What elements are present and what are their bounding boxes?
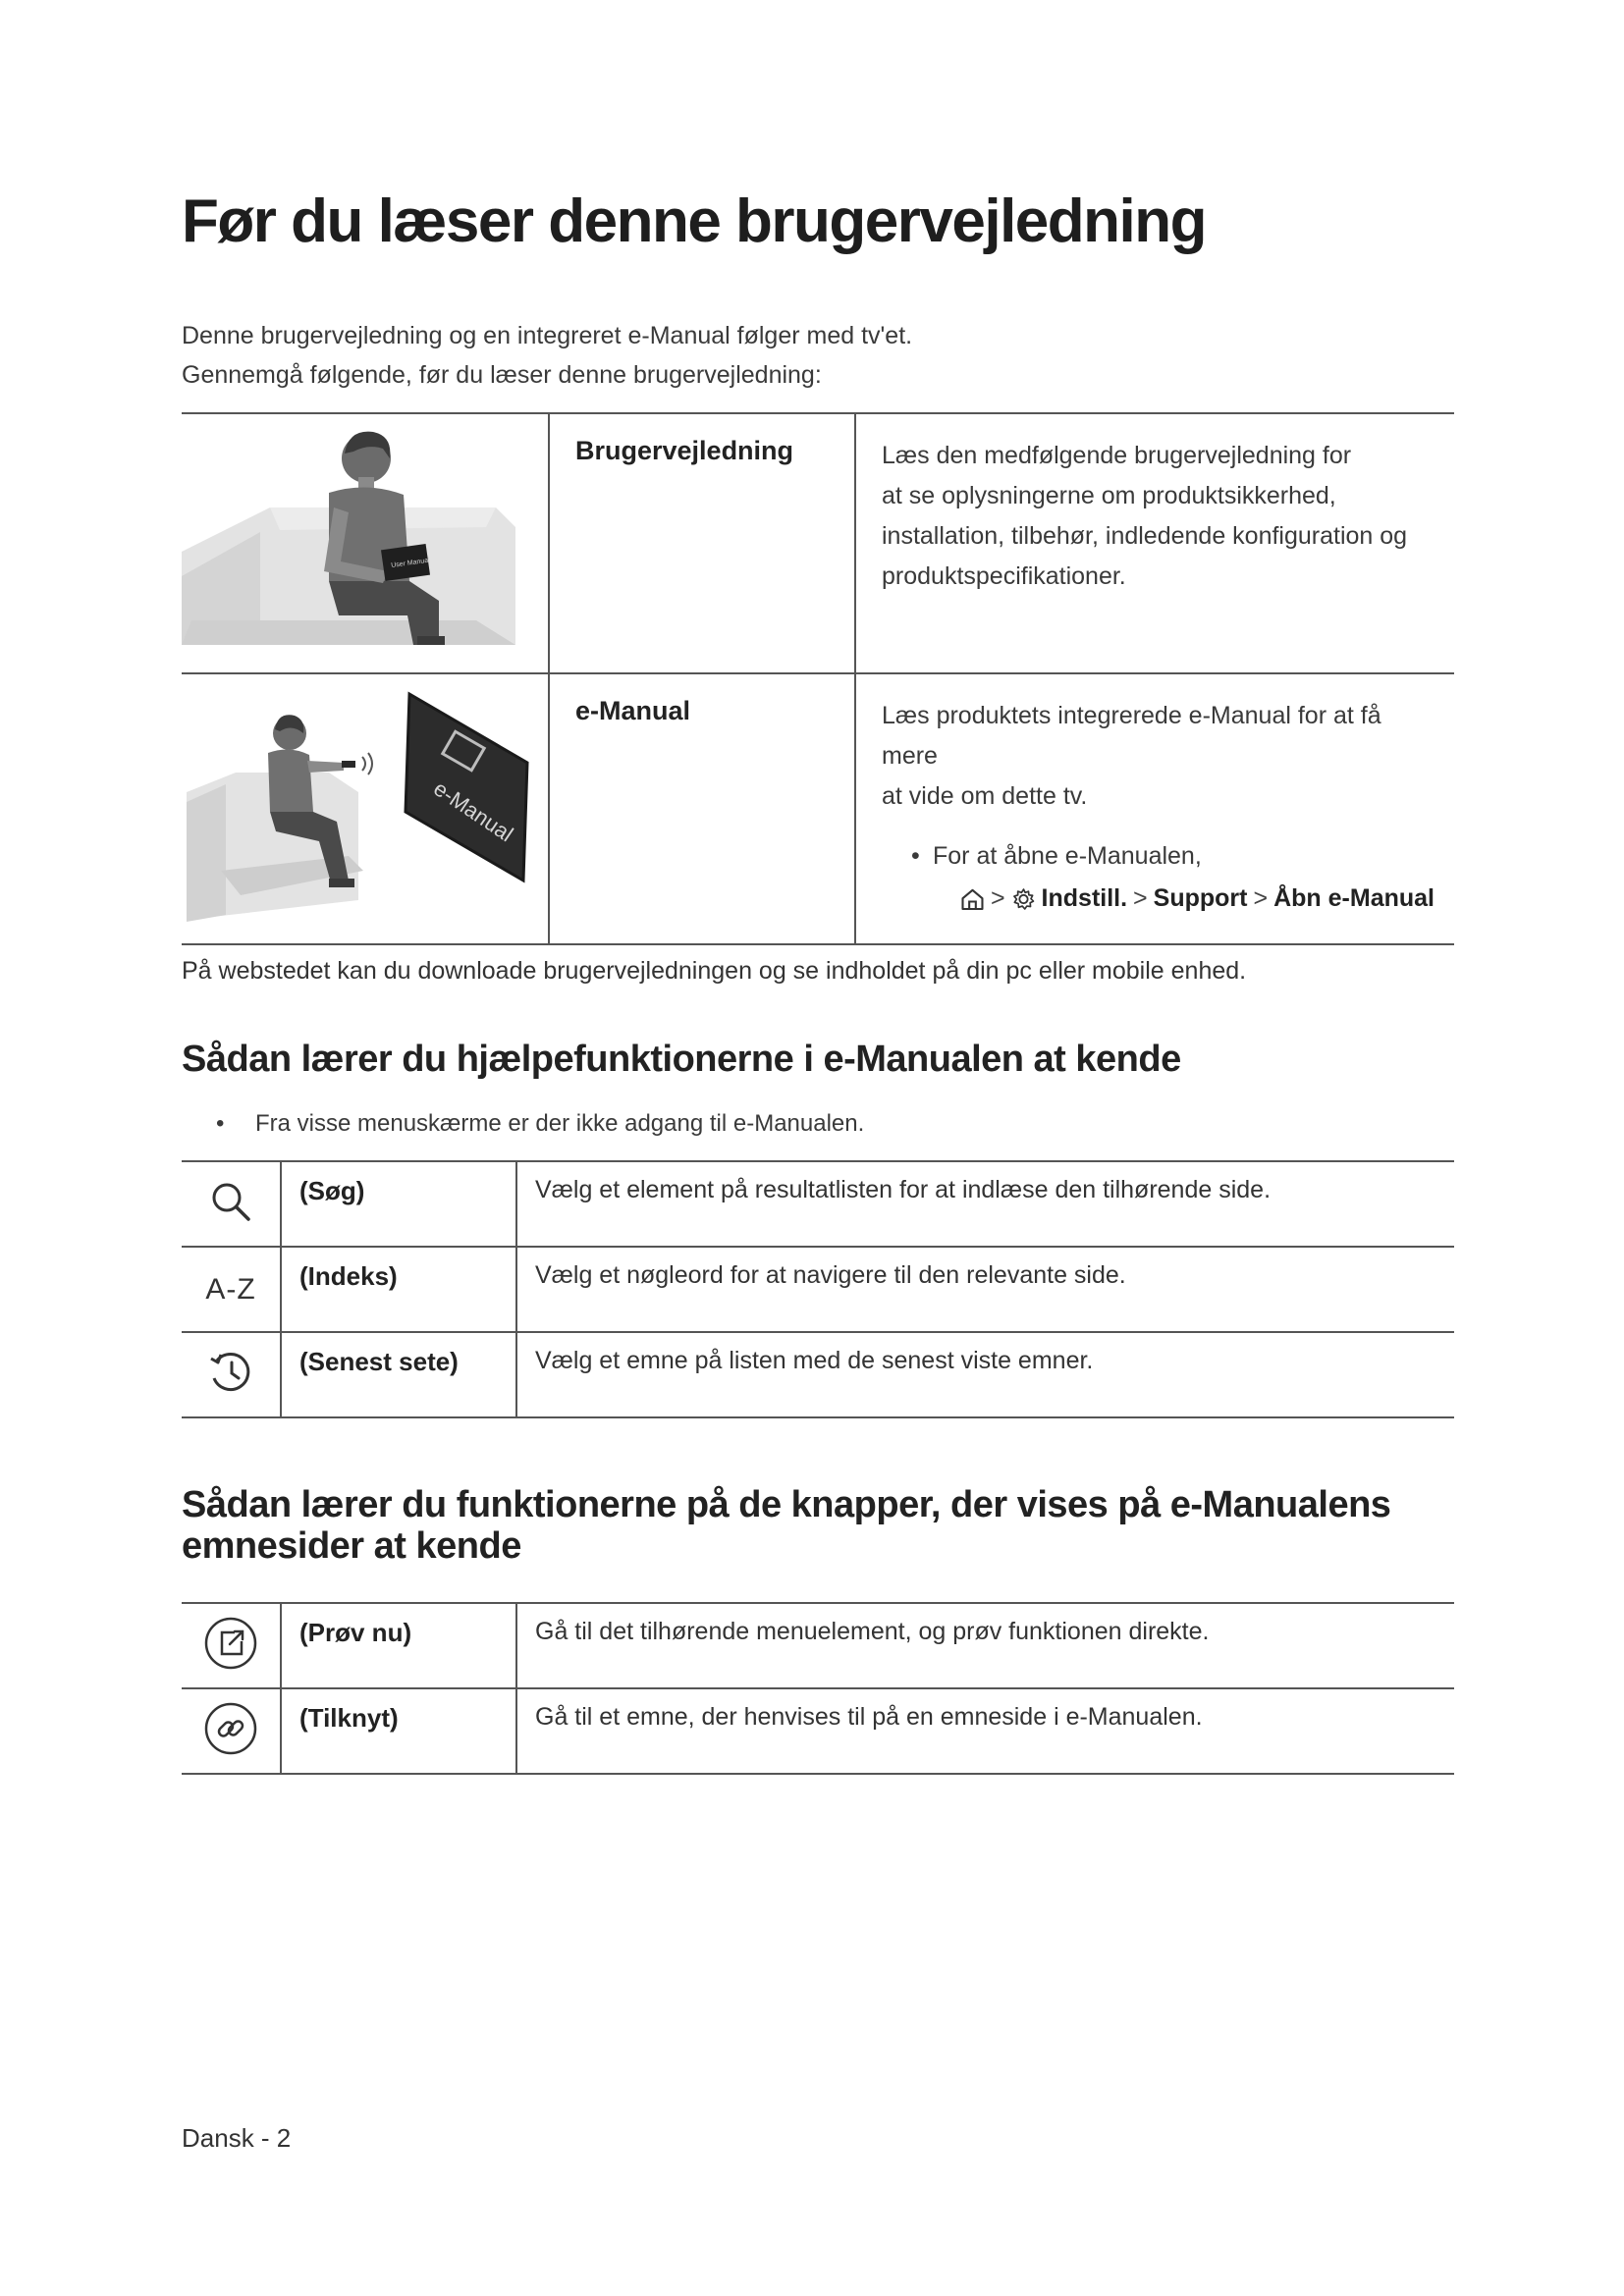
- emanual-bullet: [882, 836, 1435, 877]
- page-title: Før du læser denne brugervejledning: [182, 187, 1207, 255]
- search-icon: [206, 1177, 255, 1226]
- table-row: [182, 1603, 1454, 1688]
- section-heading-help-functions: Sådan lærer du hjælpefunktionerne i e-Manualen at kende: [182, 1039, 1181, 1080]
- button-name: (Prøv nu): [281, 1603, 516, 1688]
- manual-name: e-Manual: [549, 673, 855, 944]
- a-z-index-icon: A-Z: [205, 1272, 256, 1306]
- path-step-support: Support: [1153, 884, 1248, 912]
- bullet-dot: •: [911, 842, 920, 870]
- tv-screen-label: e-Manual: [429, 775, 518, 847]
- button-description: Gå til et emne, der henvises til på en emneside i e-Manualen.: [516, 1688, 1454, 1774]
- manual-row-brugervejledning: [182, 413, 1454, 673]
- function-name: (Indeks): [281, 1247, 516, 1332]
- intro-line-1: Denne brugervejledning og en integreret e-Manual følger med tv'et.: [182, 322, 913, 349]
- icon-cell: [182, 1688, 281, 1774]
- settings-gear-icon: [1011, 884, 1036, 914]
- home-icon: [960, 885, 985, 913]
- bullet-dot: •: [216, 1110, 225, 1137]
- function-description: Vælg et element på resultatlisten for at indlæse den tilhørende side.: [535, 1176, 1272, 1203]
- desc-line: at se oplysningerne om produktsikkerhed,: [882, 482, 1336, 509]
- function-description: Vælg et nøgleord for at navigere til den relevante side.: [516, 1247, 1454, 1332]
- page-footer: Dansk - 2: [182, 2123, 292, 2153]
- intro-line-2: Gennemgå følgende, før du læser denne brugervejledning:: [182, 361, 822, 389]
- desc-line: installation, tilbehør, indledende konfiguration og: [882, 522, 1408, 550]
- help-note: [216, 1110, 864, 1138]
- illustration-cell: [182, 413, 549, 673]
- function-name: (Søg): [281, 1161, 516, 1247]
- path-separator: >: [1133, 884, 1148, 912]
- help-functions-table: [182, 1160, 1454, 1418]
- link-icon: [202, 1700, 259, 1757]
- desc-line: at vide om dette tv.: [882, 782, 1088, 810]
- icon-cell: [182, 1161, 281, 1247]
- desc-line: Læs den medfølgende brugervejledning for: [882, 442, 1352, 469]
- buttons-table: [182, 1602, 1454, 1775]
- table-row: [182, 1161, 1454, 1247]
- web-download-note: På webstedet kan du downloade brugervejledningen og se indholdet på din pc eller mobile enhed.: [182, 957, 1247, 985]
- heading-line: emnesider at kende: [182, 1525, 521, 1567]
- bullet-text: For at åbne e-Manualen,: [933, 842, 1202, 870]
- manual-book-label: User Manual: [390, 557, 431, 570]
- table-row: [182, 1247, 1454, 1332]
- table-row: [182, 1332, 1454, 1417]
- intro-text: [182, 316, 912, 395]
- button-description: Gå til det tilhørende menuelement, og prøv funktionen direkte.: [535, 1618, 1210, 1645]
- function-name: (Senest sete): [281, 1332, 516, 1417]
- person-watching-tv-illustration: [182, 674, 548, 943]
- icon-cell: [182, 1247, 281, 1332]
- menu-path: [882, 879, 1435, 919]
- section-heading-buttons: [182, 1484, 1458, 1567]
- manual-name: Brugervejledning: [549, 413, 855, 673]
- path-step-open-emanual: Åbn e-Manual: [1273, 884, 1435, 912]
- illustration-cell: [182, 673, 549, 944]
- icon-cell: [182, 1332, 281, 1417]
- manual-description: [855, 413, 1454, 673]
- path-separator: >: [990, 884, 1005, 912]
- manual-table: [182, 412, 1454, 945]
- button-name: (Tilknyt): [281, 1688, 516, 1774]
- try-now-icon: [202, 1615, 259, 1672]
- help-note-text: Fra visse menuskærme er der ikke adgang til e-Manualen.: [255, 1110, 865, 1137]
- person-reading-manual-illustration: [182, 414, 548, 672]
- desc-line: produktspecifikationer.: [882, 562, 1126, 590]
- desc-line: Læs produktets integrerede e-Manual for at få mere: [882, 702, 1381, 770]
- path-step-indstill: Indstill.: [1041, 884, 1128, 912]
- icon-cell: [182, 1603, 281, 1688]
- heading-line: Sådan lærer du funktionerne på de knapper, der vises på e-Manualens: [182, 1484, 1391, 1525]
- function-description: Vælg et emne på listen med de senest viste emner.: [516, 1332, 1454, 1417]
- history-icon: [205, 1347, 256, 1398]
- manual-row-emanual: [182, 673, 1454, 944]
- table-row: [182, 1688, 1454, 1774]
- manual-description: [855, 673, 1454, 944]
- path-separator: >: [1253, 884, 1269, 912]
